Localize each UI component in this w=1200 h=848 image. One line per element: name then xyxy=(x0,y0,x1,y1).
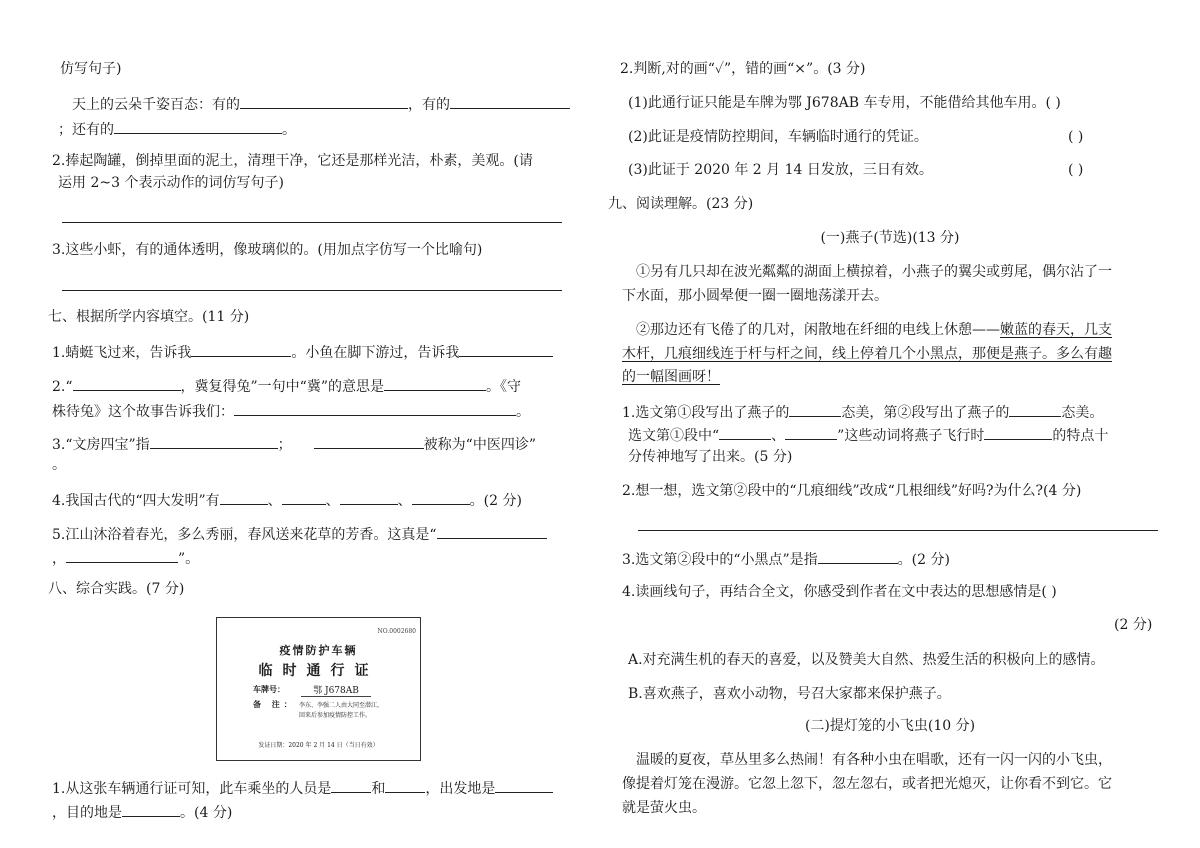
pass-note-2: 回来后参加疫情防控工作。 xyxy=(299,712,372,719)
s7q3-text-a: 3.“文房四宝”指 xyxy=(52,437,150,453)
question-3: 3.这些小虾，有的通体透明，像玻璃似的。(用加点字仿写一个比喻句) xyxy=(52,242,483,258)
answer-blank[interactable] xyxy=(331,778,371,793)
clouds-text-a: 天上的云朵千姿百态：有的 xyxy=(72,97,240,113)
rq1-text-d: 选文第①段中“ xyxy=(628,428,720,444)
s7q1-text-a: 1.蜻蜓飞过来，告诉我 xyxy=(52,345,192,361)
answer-blank[interactable] xyxy=(495,778,553,793)
answer-blank[interactable] xyxy=(114,119,282,134)
answer-blank[interactable] xyxy=(240,94,408,109)
s8-question-1-line1 xyxy=(52,778,553,798)
passage-2-line2: 像提着灯笼在漫游。它忽上忽下，忽左忽右，或者把光熄灭，让你看不到它。它 xyxy=(622,776,1112,792)
s7-question-5-line2 xyxy=(52,548,199,568)
answer-blank[interactable] xyxy=(437,524,547,539)
answer-blank[interactable] xyxy=(818,549,898,564)
passage-1-para2-line3: 的一幅图画呀！ xyxy=(622,369,720,385)
s8q1-text-a: 1.从这张车辆通行证可知，此车乘坐的人员是 xyxy=(52,781,332,797)
judge-answer-2[interactable]: ( ) xyxy=(1068,129,1084,145)
vehicle-pass-image xyxy=(216,617,421,761)
answer-blank[interactable] xyxy=(459,342,553,357)
answer-blank[interactable] xyxy=(340,490,398,505)
s8q1-text-d: ，目的地是 xyxy=(52,805,122,821)
passage-2-title: (二)提灯笼的小飞虫(10 分) xyxy=(804,718,976,734)
s7q3-text-c: 被称为“中医四诊” xyxy=(423,437,536,453)
answer-blank[interactable] xyxy=(66,548,178,563)
answer-blank[interactable] xyxy=(785,425,837,440)
s7-question-4 xyxy=(52,490,522,510)
s7q2-text-c: 。《守 xyxy=(486,379,521,395)
rq1-text-g: 的特点十 xyxy=(1052,428,1109,444)
separator: 、 xyxy=(267,493,282,509)
section-8-title: 八、综合实践。(7 分) xyxy=(48,581,185,597)
s7q2-end: 。 xyxy=(516,404,530,420)
s7q2-text-d: 株待兔》这个故事告诉我们： xyxy=(52,404,234,420)
para2-plain: ②那边还有飞倦了的几对，闲散地在纤细的电线上休憩—— xyxy=(636,322,1000,338)
s7q4-text: 4.我国古代的“四大发明”有 xyxy=(52,493,220,509)
answer-blank[interactable] xyxy=(282,490,326,505)
answer-line[interactable] xyxy=(62,290,562,291)
answer-blank[interactable] xyxy=(220,490,268,505)
s8q1-end: 。(4 分) xyxy=(180,805,233,821)
rq1-text-f: ”这些动词将燕子飞行时 xyxy=(837,428,985,444)
answer-blank[interactable] xyxy=(384,376,486,391)
judge-item-1: (1)此通行证只能是车牌为鄂 J678AB 车专用，不能借给其他车用。( ) xyxy=(628,95,1061,111)
judge-item-3: (3)此证于 2020 年 2 月 14 日发放，三日有效。 xyxy=(628,162,933,178)
question-2-line1: 2.捧起陶罐，倒掉里面的泥土，清理干净，它还是那样光洁，朴素，美观。(请 xyxy=(52,153,533,169)
passage-2-line1: 温暖的夏夜，草丛里多么热闹！有各种小虫在唱歌，还有一闪一闪的小飞虫， xyxy=(636,752,1112,768)
answer-blank[interactable] xyxy=(314,434,424,449)
answer-blank[interactable] xyxy=(789,402,841,417)
clouds-sentence-line1 xyxy=(72,94,570,114)
answer-blank[interactable] xyxy=(412,490,470,505)
pass-note-1: 李东、李强二人由大同至潜江， xyxy=(299,702,384,709)
s7q3-text-b: ； xyxy=(277,437,292,453)
s7q5-text: 5.江山沐浴着春光，多么秀丽，春风送来花草的芳香。这真是“ xyxy=(52,527,437,543)
reading-question-1-line2 xyxy=(628,425,1108,445)
sentence-instruction-tail: 仿写句子) xyxy=(60,61,122,77)
clouds-end: 。 xyxy=(282,122,296,138)
answer-blank[interactable] xyxy=(122,802,180,817)
answer-blank[interactable] xyxy=(191,342,291,357)
s7-question-1 xyxy=(52,342,553,362)
judge-answer-3[interactable]: ( ) xyxy=(1068,162,1084,178)
clouds-text-b: ，有的 xyxy=(408,97,450,113)
rq1-text-a: 1.选文第①段写出了燕子的 xyxy=(622,405,790,421)
s7q2-text-b: ，冀复得兔”一句中“冀”的意思是 xyxy=(180,379,384,395)
reading-question-1-line3: 分传神地写了出来。(5 分) xyxy=(628,449,793,465)
pass-plate: 鄂 J678AB xyxy=(301,683,371,697)
pass-title-1: 疫情防护车辆 xyxy=(279,644,358,657)
passage-1-para2-line1 xyxy=(636,321,1112,339)
s8-question-1-line2 xyxy=(52,802,232,822)
reading-question-3 xyxy=(622,549,950,569)
reading-question-2: 2.想一想，选文第②段中的“几痕细线”改成“几根细线”好吗?为什么?(4 分) xyxy=(622,483,1082,499)
answer-blank[interactable] xyxy=(385,778,425,793)
pass-title-2: 临时通行证 xyxy=(258,663,379,679)
rq1-text-b: 态美，第②段写出了燕子的 xyxy=(841,405,1010,421)
s8q1-text-c: ，出发地是 xyxy=(425,781,496,797)
pass-plate-label: 车牌号： xyxy=(253,684,285,694)
judge-item-2: (2)此证是疫情防控期间，车辆临时通行的凭证。 xyxy=(628,129,928,145)
s7q1-text-b: 。小鱼在脚下游过，告诉我 xyxy=(291,345,460,361)
rq1-text-e: 、 xyxy=(771,428,786,444)
clouds-sentence-line2 xyxy=(58,119,296,139)
option-b[interactable]: B.喜欢燕子，喜欢小动物，号召大家都来保护燕子。 xyxy=(628,686,951,702)
s7-question-3-end: 。 xyxy=(52,457,66,473)
answer-blank[interactable] xyxy=(1009,402,1061,417)
s7q2-text-a: 2.“ xyxy=(52,379,73,395)
s8q1-text-b: 和 xyxy=(371,781,386,797)
section-7-title: 七、根据所学内容填空。(11 分) xyxy=(48,309,250,325)
separator: 、 xyxy=(325,493,340,509)
passage-1-para1-line2: 下水面，那小圆晕便一圈一圈地荡漾开去。 xyxy=(622,288,888,304)
s7-question-2-line2 xyxy=(52,401,530,421)
para2-underlined-start: 嫩蓝的春天，几支 xyxy=(1000,322,1112,338)
reading-question-1-line1 xyxy=(622,402,1103,422)
question-2-line2: 运用 2~3 个表示动作的词仿写句子) xyxy=(58,175,284,191)
passage-1-para2-line2: 木杆，几痕细线连于杆与杆之间，线上停着几个小黑点，那便是燕子。多么有趣 xyxy=(622,346,1112,362)
answer-line[interactable] xyxy=(62,222,562,223)
answer-line[interactable] xyxy=(638,530,1158,531)
option-a[interactable]: A.对充满生机的春天的喜爱，以及赞美大自然、热爱生活的积极向上的感情。 xyxy=(628,652,1105,668)
passage-1-title: (一)燕子(节选)(13 分) xyxy=(820,230,960,246)
answer-blank[interactable] xyxy=(719,425,771,440)
pass-date: 发证日期：2020 年 2 月 14 日（当日有效） xyxy=(258,742,379,749)
s7q4-end: 。(2 分) xyxy=(469,493,522,509)
passage-2-line3: 就是萤火虫。 xyxy=(622,800,706,816)
section-9-title: 九、阅读理解。(23 分) xyxy=(608,196,754,212)
rq3-text-a: 3.选文第②段中的“小黑点”是指 xyxy=(622,552,818,568)
pass-number: NO.0002680 xyxy=(377,628,416,635)
rq3-text-b: 。(2 分) xyxy=(897,552,950,568)
reading-question-4: 4.读画线句子，再结合全文，你感受到作者在文中表达的思想感情是( ) xyxy=(622,584,1057,600)
s7q5-comma: ， xyxy=(52,551,66,567)
answer-blank[interactable] xyxy=(234,401,516,416)
answer-blank[interactable] xyxy=(984,425,1052,440)
clouds-text-c: ；还有的 xyxy=(58,122,114,138)
answer-blank[interactable] xyxy=(150,434,278,449)
reading-question-4-score: (2 分) xyxy=(1114,617,1153,633)
judge-question-title: 2.判断,对的画“✓”，错的画“×”。(3 分) xyxy=(620,61,866,77)
pass-note-label: 备 注： xyxy=(253,699,296,709)
rq1-text-c: 态美。 xyxy=(1061,405,1104,421)
answer-blank[interactable] xyxy=(450,94,570,109)
s7q5-end: ”。 xyxy=(178,551,200,567)
s7-question-2-line1 xyxy=(52,376,521,396)
separator: 、 xyxy=(397,493,412,509)
s7-question-5-line1 xyxy=(52,524,547,544)
passage-1-para1-line1: ①另有几只却在波光粼粼的湖面上横掠着，小燕子的翼尖或剪尾，偶尔沾了一 xyxy=(636,264,1112,280)
s7-question-3 xyxy=(52,434,536,454)
answer-blank[interactable] xyxy=(73,376,181,391)
